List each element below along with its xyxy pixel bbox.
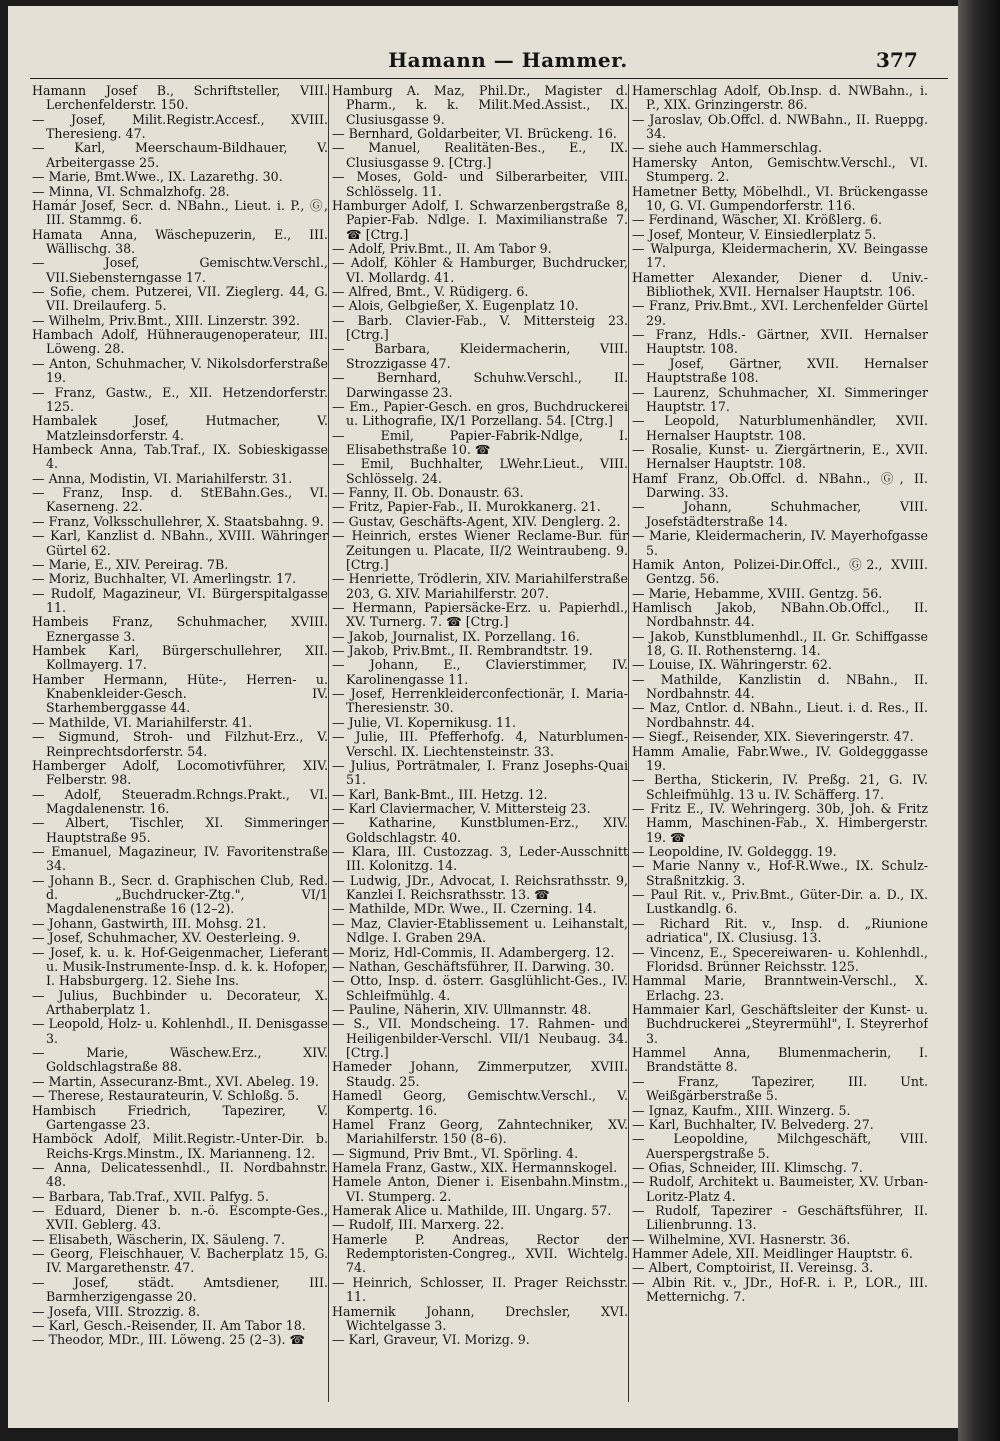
directory-entry: — Maz, Cntlor. d. NBahn., Lieut. i. d. Res., II. Nordbahnstr. 44. bbox=[632, 700, 928, 730]
directory-entry: — Leopoldine, IV. Goldeggg. 19. bbox=[632, 844, 837, 860]
directory-entry: — Rudolf, Magazineur, VI. Bürgerspitalgasse 11. bbox=[32, 585, 328, 615]
directory-entry: — Karl, Kanzlist d. NBahn., XVIII. Währinger Gürtel 62. bbox=[32, 528, 328, 558]
directory-entry: Hambisch Friedrich, Tapezirer, V. Gartengasse 23. bbox=[32, 1102, 328, 1132]
directory-entry: — Rosalie, Kunst- u. Ziergärtnerin, E., XVII. Hernalser Hauptstr. 108. bbox=[632, 441, 928, 472]
directory-entry: — Manuel, Realitäten-Bes., E., IX. Clusiusgasse 9. [Ctrg.] bbox=[332, 140, 628, 170]
directory-entry: — Anton, Schuhmacher, V. Nikolsdorferstraße 19. bbox=[32, 355, 328, 386]
directory-entry: — Katharine, Kunstblumen-Erz., XIV. Goldschlagstr. 40. bbox=[332, 815, 628, 845]
directory-entry: Hamata Anna, Wäschepuzerin, E., III. Wällischg. 38. bbox=[32, 226, 328, 256]
directory-entry: — Josefa, VIII. Strozzig. 8. bbox=[32, 1303, 201, 1319]
directory-entry: — Johann, Schuhmacher, VIII. Josefstädterstraße 14. bbox=[632, 499, 928, 529]
column-2 bbox=[332, 84, 628, 1404]
directory-entry: — Julius, Porträtmaler, I. Franz Josephs-Quai 51. bbox=[332, 757, 628, 788]
directory-entry: Hammal Marie, Branntwein-Verschl., X. Erlachg. 23. bbox=[632, 973, 928, 1003]
directory-entry: — Karl, Graveur, VI. Morizg. 9. bbox=[332, 1332, 530, 1348]
directory-entry: Hammaier Karl, Geschäftsleiter der Kunst- u. Buchdruckerei „Steyrermühl", I. Steyrerhof 3. bbox=[632, 1002, 928, 1046]
directory-entry: — Sigmund, Stroh- und Filzhut-Erz., V. Reinprechtsdorferstr. 54. bbox=[32, 729, 328, 759]
directory-entry: Hambeck Anna, Tab.Traf., IX. Sobieskigasse 4. bbox=[32, 441, 328, 472]
directory-entry: — Walpurga, Kleidermacherin, XV. Beingasse 17. bbox=[632, 240, 928, 271]
directory-entry: — Rudolf, III. Marxerg. 22. bbox=[332, 1217, 505, 1233]
directory-entry: — Sigmund, Priv Bmt., VI. Spörling. 4. bbox=[332, 1145, 579, 1161]
directory-entry: — Franz, Gastw., E., XII. Hetzendorferstr. 125. bbox=[32, 384, 328, 414]
column-rule bbox=[628, 84, 629, 1402]
directory-entry: — Karl, Gesch.-Reisender, II. Am Tabor 18. bbox=[32, 1317, 306, 1333]
directory-entry: — Johann, E., Clavierstimmer, IV. Karolinengasse 11. bbox=[332, 657, 628, 687]
directory-entry: — Barb. Clavier-Fab., V. Mittersteig 23. [Ctrg.] bbox=[332, 312, 628, 343]
directory-entry: — Moses, Gold- und Silberarbeiter, VIII. Schlösselg. 11. bbox=[332, 169, 628, 199]
directory-entry: — Anna, Delicatessenhdl., II. Nordbahnstr. 48. bbox=[32, 1159, 328, 1190]
directory-entry: — Klara, III. Custozzag. 3, Leder-Ausschnitt III. Kolonitzg. 14. bbox=[332, 844, 628, 874]
directory-entry: — Fanny, II. Ob. Donaustr. 63. bbox=[332, 485, 524, 501]
directory-entry: — Johann, Gastwirth, III. Mohsg. 21. bbox=[32, 915, 267, 931]
directory-entry: — Karl Claviermacher, V. Mittersteig 23. bbox=[332, 800, 591, 816]
directory-entry: — Karl, Meerschaum-Bildhauer, V. Arbeitergasse 25. bbox=[32, 140, 328, 170]
directory-entry: — Adolf, Köhler & Hamburger, Buchdrucker, VI. Mollardg. 41. bbox=[332, 255, 628, 285]
directory-entry: — Bernhard, Schuhw.Verschl., II. Darwingasse 23. bbox=[332, 370, 628, 400]
directory-entry: — Louise, IX. Währingerstr. 62. bbox=[632, 657, 832, 673]
directory-entry: — Julie, III. Pfefferhofg. 4, Naturblumen-Verschl. IX. Liechtensteinstr. 33. bbox=[332, 729, 628, 759]
directory-entry: — Franz, Priv.Bmt., XVI. Lerchenfelder Gürtel 29. bbox=[632, 298, 928, 328]
directory-entry: — Karl, Buchhalter, IV. Belvederg. 27. bbox=[632, 1116, 874, 1132]
directory-entry: — Marie, Wäschew.Erz., XIV. Goldschlagstraße 88. bbox=[32, 1045, 328, 1075]
directory-entry: Hamernik Johann, Drechsler, XVI. Wichtelgasse 3. bbox=[332, 1303, 628, 1333]
directory-entry: — Theodor, MDr., III. Löweng. 25 (2–3). ☎ bbox=[32, 1332, 306, 1348]
directory-entry: — Emil, Papier-Fabrik-Ndlge, I. Elisabethstraße 10. ☎ bbox=[332, 427, 628, 457]
directory-entry: Hamburger Adolf, I. Schwarzenbergstraße 8, Papier-Fab. Ndlge. I. Maximilianstraße 7. ☎ [Ctrg.] bbox=[332, 197, 628, 242]
directory-entry: — Ignaz, Kaufm., XIII. Winzerg. 5. bbox=[632, 1102, 851, 1118]
directory-entry: — Sofie, chem. Putzerei, VII. Zieglerg. 44, G. VII. Dreilauferg. 5. bbox=[32, 284, 328, 314]
directory-entry: Hamm Amalie, Fabr.Wwe., IV. Goldegggasse 19. bbox=[632, 743, 928, 773]
directory-entry: — Marie, Bmt.Wwe., IX. Lazarethg. 30. bbox=[32, 169, 283, 185]
directory-entry: Hamedl Georg, Gemischtw.Verschl., V. Kompertg. 16. bbox=[332, 1088, 628, 1118]
directory-entry: — Therese, Restaurateurin, V. Schloßg. 5. bbox=[32, 1088, 300, 1104]
directory-entry: Hamber Hermann, Hüte-, Herren- u. Knabenkleider-Gesch. IV. Starhemberggasse 44. bbox=[32, 671, 328, 716]
directory-entry: — Maz, Clavier-Etablissement u. Leihanstalt, Ndlge. I. Graben 29A. bbox=[332, 915, 628, 946]
directory-entry: — Marie Nanny v., Hof-R.Wwe., IX. Schulz-Straßnitzkig. 3. bbox=[632, 858, 928, 888]
directory-entry: — Jakob, Journalist, IX. Porzellang. 16. bbox=[332, 628, 580, 644]
directory-entry: — Barbara, Kleidermacherin, VIII. Strozzigasse 47. bbox=[332, 341, 628, 371]
directory-entry: — Heinrich, erstes Wiener Reclame-Bur. für Zeitungen u. Placate, II/2 Weintraubeng. 9. [Ctrg.] bbox=[332, 528, 628, 572]
directory-entry: — Josef, Schuhmacher, XV. Oesterleing. 9. bbox=[32, 930, 301, 946]
directory-entry: — Elisabeth, Wäscherin, IX. Säuleng. 7. bbox=[32, 1231, 285, 1247]
directory-entry: — Heinrich, Schlosser, II. Prager Reichsstr. 11. bbox=[332, 1274, 628, 1305]
directory-entry: Hamele Anton, Diener i. Eisenbahn.Minstm., VI. Stumperg. 2. bbox=[332, 1174, 628, 1204]
directory-entry: Hambach Adolf, Hühneraugenoperateur, III. Löweng. 28. bbox=[32, 327, 328, 357]
header-rule bbox=[30, 78, 948, 79]
directory-entry: — Marie, Kleidermacherin, IV. Mayerhofgasse 5. bbox=[632, 528, 928, 558]
directory-entry: — Julius, Buchbinder u. Decorateur, X. Arthaberplatz 1. bbox=[32, 987, 328, 1017]
directory-entry: Hametter Alexander, Diener d. Univ.-Bibliothek, XVII. Hernalser Hauptstr. 106. bbox=[632, 269, 928, 300]
directory-entry: — Franz, Volksschullehrer, X. Staatsbahng. 9. bbox=[32, 513, 324, 529]
directory-entry: — Otto, Insp. d. österr. Gasglühlicht-Ges., IV. Schleifmühlg. 4. bbox=[332, 973, 628, 1003]
directory-entry: Hambalek Josef, Hutmacher, V. Matzleinsdorferstr. 4. bbox=[32, 413, 328, 443]
directory-entry: — Georg, Fleischhauer, V. Bacherplatz 15, G. IV. Margarethenstr. 47. bbox=[32, 1246, 328, 1276]
directory-entry: Hamerschlag Adolf, Ob.Insp. d. NWBahn., i. P., XIX. Grinzingerstr. 86. bbox=[632, 84, 928, 113]
directory-entry: — Alois, Gelbgießer, X. Eugenplatz 10. bbox=[332, 298, 579, 314]
directory-entry: — Mathilde, MDr. Wwe., II. Czerning. 14. bbox=[332, 901, 597, 917]
directory-entry: — Eduard, Diener b. n.-ö. Escompte-Ges., XVII. Geblerg. 43. bbox=[32, 1203, 328, 1233]
column-rule bbox=[328, 84, 329, 1402]
directory-entry: — Josef, Milit.Registr.Accesf., XVIII. Theresieng. 47. bbox=[32, 111, 328, 142]
column-1 bbox=[32, 84, 328, 1404]
directory-entry: Hambek Karl, Bürgerschullehrer, XII. Kollmayerg. 17. bbox=[32, 643, 328, 673]
directory-entry: — Karl, Bank-Bmt., III. Hetzg. 12. bbox=[332, 786, 548, 802]
directory-entry: Hamann Josef B., Schriftsteller, VIII. Lerchenfelderstr. 150. bbox=[32, 84, 328, 113]
directory-entry: — Johann B., Secr. d. Graphischen Club, Red. d. „Buchdrucker-Ztg.", VI/1 Magdalenenstraße 16 (12–2). bbox=[32, 872, 328, 917]
directory-entry: Hammer Adele, XII. Meidlinger Hauptstr. 6. bbox=[632, 1246, 913, 1262]
directory-entry: — Ofias, Schneider, III. Klimschg. 7. bbox=[632, 1159, 863, 1175]
directory-entry: Hamberger Adolf, Locomotivführer, XIV. Felberstr. 98. bbox=[32, 757, 328, 788]
directory-entry: — Albert, Comptoirist, II. Vereinsg. 3. bbox=[632, 1260, 874, 1276]
directory-entry: — Henriette, Trödlerin, XIV. Mariahilferstraße 203, G. XIV. Mariahilferstr. 207. bbox=[332, 571, 628, 601]
directory-entry: — Adolf, Steueradm.Rchngs.Prakt., VI. Magdalenenstr. 16. bbox=[32, 786, 328, 816]
directory-entry: — Josef, Gärtner, XVII. Hernalser Hauptstraße 108. bbox=[632, 355, 928, 386]
directory-entry: — S., VII. Mondscheing. 17. Rahmen- und Heiligenbilder-Verschl. VII/1 Neubaug. 34. [Ctrg.] bbox=[332, 1016, 628, 1061]
directory-entry: — Rudolf, Architekt u. Baumeister, XV. Urban-Loritz-Platz 4. bbox=[632, 1174, 928, 1204]
running-head: Hamann — Hammer. bbox=[388, 48, 628, 72]
directory-entry: — Bernhard, Goldarbeiter, VI. Brückeng. 16. bbox=[332, 126, 617, 142]
directory-entry: — Nathan, Geschäftsführer, II. Darwing. 30. bbox=[332, 958, 615, 974]
directory-entry: — Emanuel, Magazineur, IV. Favoritenstraße 34. bbox=[32, 844, 328, 874]
directory-entry: Hammel Anna, Blumenmacherin, I. Brandstätte 8. bbox=[632, 1045, 928, 1075]
directory-entry: Hamf Franz, Ob.Offcl. d. NBahn., Ⓖ, II. Darwing. 33. bbox=[632, 470, 928, 501]
directory-entry: — Marie, Hebamme, XVIII. Gentzg. 56. bbox=[632, 585, 883, 601]
directory-entry: — Martin, Assecuranz-Bmt., XVI. Abeleg. 19. bbox=[32, 1073, 319, 1089]
directory-entry: — siehe auch Hammerschlag. bbox=[632, 140, 822, 156]
directory-entry: — Fritz, Papier-Fab., II. Murokkanerg. 21. bbox=[332, 499, 601, 515]
directory-entry: — Minna, VI. Schmalzhofg. 28. bbox=[32, 183, 230, 199]
directory-entry: Hamburg A. Maz, Phil.Dr., Magister d. Pharm., k. k. Milit.Med.Assist., IX. Clusiusgasse 9. bbox=[332, 84, 628, 127]
directory-entry: — Wilhelmine, XVI. Hasnerstr. 36. bbox=[632, 1231, 851, 1247]
directory-entry: — Ludwig, JDr., Advocat, I. Reichsrathsstr. 9, Kanzlei I. Reichsrathsstr. 13. ☎ bbox=[332, 872, 628, 903]
directory-entry: — Julie, VI. Kopernikusg. 11. bbox=[332, 714, 516, 730]
directory-entry: — Adolf, Priv.Bmt., II. Am Tabor 9. bbox=[332, 240, 552, 256]
directory-entry: — Emil, Buchhalter, LWehr.Lieut., VIII. Schlösselg. 24. bbox=[332, 456, 628, 486]
directory-entry: Hambeis Franz, Schuhmacher, XVIII. Eznergasse 3. bbox=[32, 614, 328, 644]
directory-entry: — Paul Rit. v., Priv.Bmt., Güter-Dir. a. D., IX. Lustkandlg. 6. bbox=[632, 887, 928, 917]
directory-entry: — Alfred, Bmt., V. Rüdigerg. 6. bbox=[332, 284, 529, 300]
directory-entry: Hamela Franz, Gastw., XIX. Hermannskogel. bbox=[332, 1159, 618, 1175]
directory-entry: Hamerak Alice u. Mathilde, III. Ungarg. 57. bbox=[332, 1203, 612, 1219]
book-binding-edge bbox=[958, 0, 1000, 1441]
directory-entry: — Leopold, Holz- u. Kohlenhdl., II. Denisgasse 3. bbox=[32, 1016, 328, 1046]
directory-entry: Hamerle P. Andreas, Rector der Redemptoristen-Congreg., XVII. Wichtelg. 74. bbox=[332, 1231, 628, 1276]
directory-page bbox=[8, 6, 958, 1428]
directory-entry: — Jakob, Priv.Bmt., II. Rembrandtstr. 19. bbox=[332, 643, 593, 659]
directory-entry: — Jakob, Kunstblumenhdl., II. Gr. Schiffgasse 18, G. II. Rothensterng. 14. bbox=[632, 628, 928, 659]
directory-entry: Hamár Josef, Secr. d. NBahn., Lieut. i. P., Ⓖ, III. Stammg. 6. bbox=[32, 197, 328, 228]
directory-entry: — Fritz E., IV. Wehringerg. 30b, Joh. & Fritz Hamm, Maschinen-Fab., X. Himbergerstr. 19. ☎ bbox=[632, 800, 928, 845]
directory-entry: — Vincenz, E., Specereiwaren- u. Kohlenhdl., Floridsd. Brünner Reichsstr. 125. bbox=[632, 944, 928, 974]
directory-entry: Hamlisch Jakob, NBahn.Ob.Offcl., II. Nordbahnstr. 44. bbox=[632, 599, 928, 630]
directory-entry: — Bertha, Stickerin, IV. Preßg. 21, G. IV. Schleifmühlg. 13 u. IV. Schäfferg. 17. bbox=[632, 772, 928, 802]
directory-entry: — Mathilde, VI. Mariahilferstr. 41. bbox=[32, 714, 253, 730]
directory-entry: — Moriz, Buchhalter, VI. Amerlingstr. 17. bbox=[32, 571, 297, 587]
directory-entry: Hamböck Adolf, Milit.Registr.-Unter-Dir. b. Reichs-Krgs.Minstm., IX. Marianneng. 12. bbox=[32, 1131, 328, 1161]
directory-entry: — Ferdinand, Wäscher, XI. Krößlerg. 6. bbox=[632, 212, 883, 228]
directory-entry: — Moriz, Hdl-Commis, II. Adambergerg. 12. bbox=[332, 944, 615, 960]
directory-entry: — Mathilde, Kanzlistin d. NBahn., II. Nordbahnstr. 44. bbox=[632, 671, 928, 702]
column-3 bbox=[632, 84, 928, 1404]
directory-entry: — Jaroslav, Ob.Offcl. d. NWBahn., II. Rueppg. 34. bbox=[632, 111, 928, 142]
directory-entry: — Rudolf, Tapezirer - Geschäftsführer, II. Lilienbrunng. 13. bbox=[632, 1203, 928, 1233]
directory-entry: Hamik Anton, Polizei-Dir.Offcl., Ⓖ2., XVIII. Gentzg. 56. bbox=[632, 556, 928, 587]
directory-entry: Hameder Johann, Zimmerputzer, XVIII. Staudg. 25. bbox=[332, 1059, 628, 1089]
directory-entry: — Hermann, Papiersäcke-Erz. u. Papierhdl., XV. Turnerg. 7. ☎ [Ctrg.] bbox=[332, 599, 628, 630]
directory-entry: — Barbara, Tab.Traf., XVII. Palfyg. 5. bbox=[32, 1188, 269, 1204]
directory-entry: — Josef, städt. Amtsdiener, III. Barmherzigengasse 20. bbox=[32, 1274, 328, 1305]
directory-entry: — Josef, Monteur, V. Einsiedlerplatz 5. bbox=[632, 226, 877, 242]
directory-entry: — Richard Rit. v., Insp. d. „Riunione adriatica", IX. Clusiusg. 13. bbox=[632, 915, 928, 946]
directory-entry: — Josef, Gemischtw.Verschl., VII.Siebensterngasse 17. bbox=[32, 255, 328, 285]
directory-entry: — Laurenz, Schuhmacher, XI. Simmeringer Hauptstr. 17. bbox=[632, 384, 928, 414]
directory-entry: Hamersky Anton, Gemischtw.Verschl., VI. Stumperg. 2. bbox=[632, 154, 928, 185]
directory-entry: — Anna, Modistin, VI. Mariahilferstr. 31. bbox=[32, 470, 293, 486]
directory-entry: — Leopoldine, Milchgeschäft, VIII. Auerspergstraße 5. bbox=[632, 1131, 928, 1161]
directory-entry: — Gustav, Geschäfts-Agent, XIV. Denglerg. 2. bbox=[332, 513, 621, 529]
directory-entry: — Wilhelm, Priv.Bmt., XIII. Linzerstr. 392. bbox=[32, 312, 301, 328]
directory-entry: Hametner Betty, Möbelhdl., VI. Brückengasse 10, G. VI. Gumpendorferstr. 116. bbox=[632, 183, 928, 213]
directory-entry: — Josef, Herrenkleiderconfectionär, I. Maria-Theresienstr. 30. bbox=[332, 686, 628, 716]
directory-entry: — Josef, k. u. k. Hof-Geigenmacher, Lieferant u. Musik-Instrumente-Insp. d. k. k. Hofoper, I. Habsburgerg. 12. Siehe Ins. bbox=[32, 944, 328, 989]
directory-entry: — Albert, Tischler, XI. Simmeringer Hauptstraße 95. bbox=[32, 815, 328, 845]
directory-entry: — Siegf., Reisender, XIX. Sieveringerstr. 47. bbox=[632, 729, 914, 745]
directory-entry: — Franz, Tapezirer, III. Unt. Weißgärberstraße 5. bbox=[632, 1073, 928, 1104]
directory-entry: — Marie, E., XIV. Pereirag. 7B. bbox=[32, 556, 229, 572]
directory-entry: — Pauline, Näherin, XIV. Ullmannstr. 48. bbox=[332, 1002, 592, 1017]
directory-entry: Hamel Franz Georg, Zahntechniker, XV. Mariahilferstr. 150 (8–6). bbox=[332, 1116, 628, 1147]
directory-entry: — Franz, Hdls.- Gärtner, XVII. Hernalser Hauptstr. 108. bbox=[632, 327, 928, 357]
page-number: 377 bbox=[876, 48, 918, 72]
directory-entry: — Albin Rit. v., JDr., Hof-R. i. P., LOR., III. Metternichg. 7. bbox=[632, 1274, 928, 1305]
directory-entry: — Leopold, Naturblumenhändler, XVII. Hernalser Hauptstr. 108. bbox=[632, 413, 928, 443]
directory-entry: — Em., Papier-Gesch. en gros, Buchdruckerei u. Lithografie, IX/1 Porzellang. 54. [Ctrg.] bbox=[332, 398, 628, 429]
directory-entry: — Franz, Insp. d. StEBahn.Ges., VI. Kaserneng. 22. bbox=[32, 485, 328, 515]
